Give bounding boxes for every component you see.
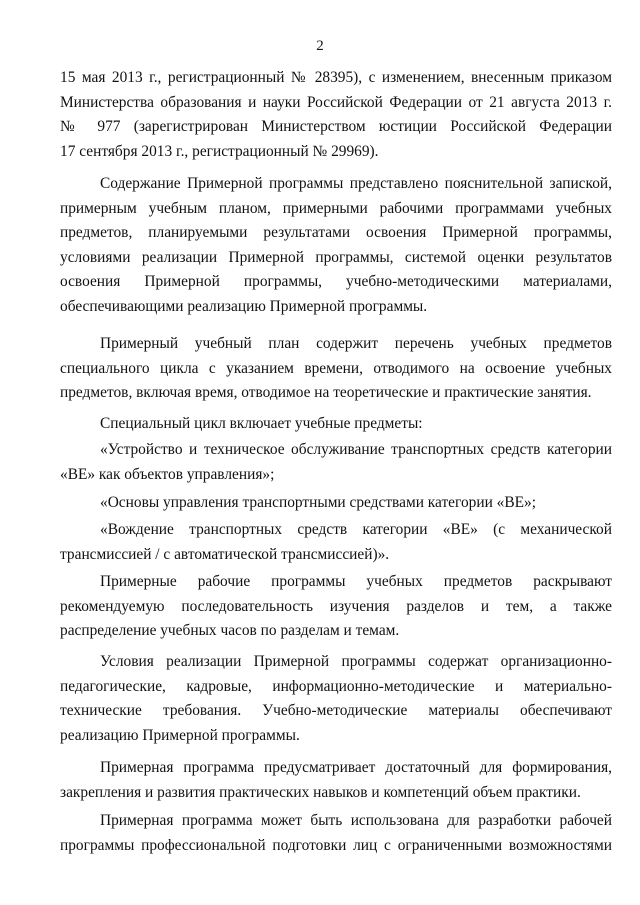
text-line: программы профессиональной подготовки лиц с ограниченными возможностями [60, 836, 612, 854]
text-line: «Основы управления транспортными средствами категории «BE»; [100, 494, 536, 511]
text-line: Министерства образования и науки Российской Федерации от 21 августа 2013 г. [60, 93, 612, 111]
paragraph-usage [60, 809, 612, 858]
text-line: условиями реализации Примерной программы, системой оценки результатов [60, 248, 612, 266]
list-item-subject-1 [60, 438, 612, 487]
paragraph-program-content [60, 172, 612, 319]
text-line: предметов, включая время, отводимое на теоретические и практические занятия. [60, 384, 592, 401]
paragraph-work-programs [60, 570, 612, 644]
page-number: 2 [316, 38, 324, 54]
text-line: трансмиссией / с автоматической трансмиссией)». [60, 545, 390, 563]
text-line: примерным учебным планом, примерными рабочими программами учебных [60, 199, 612, 217]
text-line: Примерная программа может быть использована для разработки рабочей [100, 812, 612, 829]
text-line: «Вождение транспортных средств категории «BE» (с механической [100, 521, 612, 538]
text-line: реализацию Примерной программы. [60, 726, 300, 744]
list-item-subject-2 [60, 491, 612, 516]
text-line: Условия реализации Примерной программы содержат организационно- [100, 653, 612, 670]
text-line: закрепления и развития практических навыков и компетенций объем практики. [60, 783, 581, 801]
text-line: Примерные рабочие программы учебных предметов раскрывают [100, 573, 612, 590]
text-line: «Устройство и техническое обслуживание транспортных средств категории [100, 441, 612, 458]
text-line: 17 сентября 2013 г., регистрационный № 29969). [60, 142, 379, 160]
text-line: Содержание Примерной программы представлено пояснительной запиской, [100, 175, 612, 192]
text-line: 15 мая 2013 г., регистрационный № 28395), с изменением, внесенным приказом [60, 69, 612, 86]
text-line: освоения Примерной программы, учебно-методическими материалами, [60, 273, 612, 290]
list-item-subject-3 [60, 518, 612, 567]
text-line: специального цикла с указанием времени, отводимого на освоение учебных [60, 359, 612, 377]
text-line: предметов, планируемыми результатами освоения Примерной программы, [60, 224, 612, 241]
paragraph-study-plan [60, 332, 612, 406]
paragraph-special-cycle [60, 412, 612, 437]
text-line: Примерная программа предусматривает достаточный для формирования, [100, 759, 612, 776]
paragraph-implementation-conditions [60, 650, 612, 748]
text-line: рекомендуемую последовательность изучения разделов и тем, а также [60, 597, 612, 615]
paragraph-practice [60, 756, 612, 805]
text-line: Примерный учебный план содержит перечень учебных предметов [100, 335, 612, 352]
text-line: № 977 (зарегистрирован Министерством юстиции Российской Федерации [60, 118, 612, 135]
text-line: Специальный цикл включает учебные предметы: [100, 415, 423, 432]
text-line: обеспечивающими реализацию Примерной программы. [60, 297, 428, 315]
text-line: «BE» как объектов управления»; [60, 465, 275, 483]
text-line: технические требования. Учебно-методические материалы обеспечивают [60, 702, 612, 719]
text-line: распределение учебных часов по разделам и темам. [60, 622, 400, 639]
paragraph-legal-reference [60, 66, 612, 164]
text-line: педагогические, кадровые, информационно-методические и материально- [60, 677, 612, 695]
